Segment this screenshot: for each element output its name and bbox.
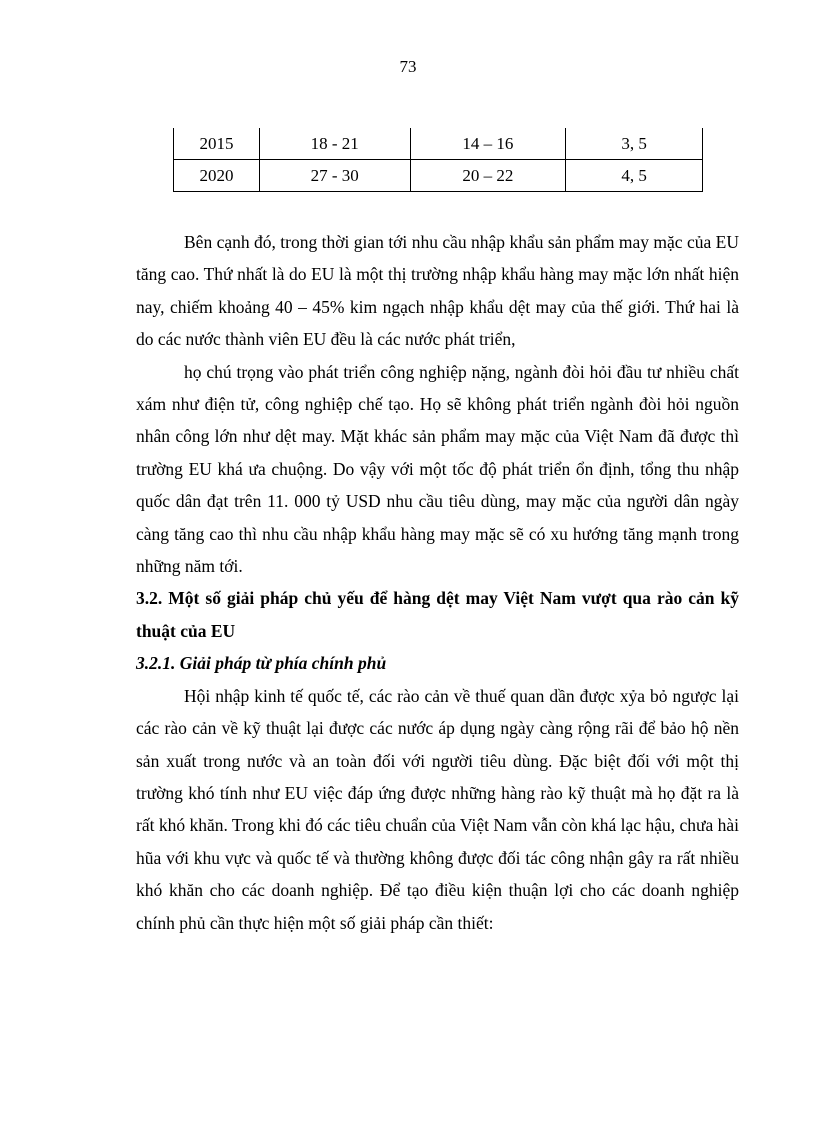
- table-cell: 27 - 30: [259, 160, 410, 192]
- page-number: 73: [399, 57, 417, 76]
- section-heading: 3.2. Một số giải pháp chủ yếu để hàng dệt may Việt Nam vượt qua rào cản kỹ thuật của EU: [136, 588, 739, 641]
- table-cell: 4, 5: [566, 160, 703, 192]
- document-body: [136, 226, 739, 939]
- table-cell: 14 – 16: [410, 128, 566, 160]
- table-row: [174, 128, 703, 160]
- paragraph: Bên cạnh đó, trong thời gian tới nhu cầu nhập khẩu sản phẩm may mặc của EU tăng cao. Thứ nhất là do EU là một thị trường nhập khẩu hàng may mặc lớn nhất hiện nay, chiếm khoảng 40 – 45% kim ngạch nhập khẩu dệt may của thế giới. Thứ hai là do các nước thành viên EU đều là các nước phát triển,: [136, 232, 739, 350]
- table-cell: 3, 5: [566, 128, 703, 160]
- table-cell: 18 - 21: [259, 128, 410, 160]
- table-cell: 20 – 22: [410, 160, 566, 192]
- table-cell-year: 2015: [174, 128, 260, 160]
- table-cell-year: 2020: [174, 160, 260, 192]
- paragraph: Hội nhập kinh tế quốc tế, các rào cản về thuế quan dần được xỷa bỏ ngược lại các rào cản về kỹ thuật lại được các nước áp dụng ngày càng rộng rãi để bảo hộ nền sản xuất trong nước và an toàn đối với người tiêu dùng. Đặc biệt đối với một thị trường khó tính như EU việc đáp ứng được những hàng rào kỹ thuật mà họ đặt ra là rất khó khăn. Trong khi đó các tiêu chuẩn của Việt Nam vẫn còn khá lạc hậu, chưa hài hũa với khu vực và quốc tế và thường không được đối tác công nhận gây ra rất nhiều khó khăn cho các doanh nghiệp. Để tạo điều kiện thuận lợi cho các doanh nghiệp chính phủ cần thực hiện một số giải pháp cần thiết:: [136, 685, 739, 933]
- paragraph: họ chú trọng vào phát triển công nghiệp nặng, ngành đòi hỏi đầu tư nhiều chất xám như điện tử, công nghiệp chế tạo. Họ sẽ không phát triển ngành đòi hỏi nguồn nhân công lớn như dệt may. Mặt khác sản phẩm may mặc của Việt Nam đã được thì trường EU khá ưa chuộng. Do vậy với một tốc độ phát triển ổn định, tổng thu nhập quốc dân đạt trên 11. 000 tỷ USD nhu cầu tiêu dùng, may mặc của người dân ngày càng tăng cao thì nhu cầu nhập khẩu hàng may mặc sẽ có xu hướng tăng mạnh trong những năm tới.: [136, 361, 739, 577]
- subsection-heading: 3.2.1. Giải pháp từ phía chính phủ: [136, 653, 387, 674]
- table-row: [174, 160, 703, 192]
- data-table: [173, 128, 703, 192]
